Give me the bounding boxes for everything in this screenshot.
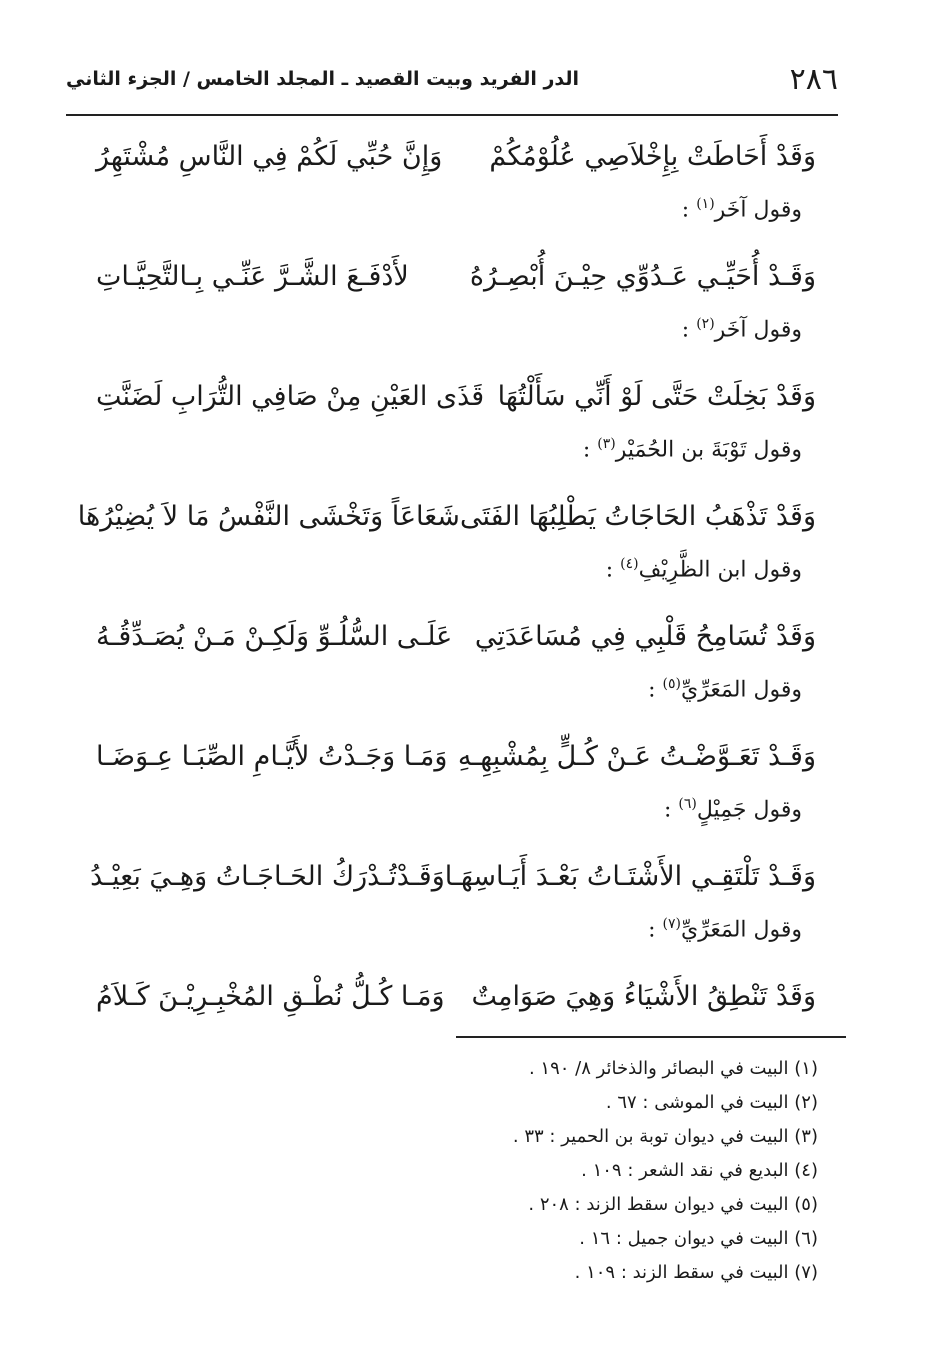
verse-right-hemistich: وَقَدْ أَحَاطَتْ بِإِخْلاَصِي عُلُوْمُكُمْ [489,140,816,172]
verse-right-hemistich: وَقَـدْ أُحَيِّـي عَـدُوِّي حِيْـنَ أُبْصِـرُهُ [469,260,816,292]
verse-left-hemistich: وَإِنَّ حُبِّي لَكُمْ فِي النَّاسِ مُشْتَهِرُ [96,140,443,172]
intro-colon: : [664,797,679,823]
footnotes [438,1052,818,1290]
verse-left-hemistich: وَمَـا وَجَـدْتُ لأَيَّـامِ الصِّبَـا عِـوَضَـا [96,740,448,772]
footnote-ref: (٧) [662,916,681,932]
intro-text: وقول المَعَرِّيِّ [681,917,802,943]
footnote-2: (٢) البيت في الموشى : ٦٧ . [605,1092,818,1113]
footnote-6: (٦) البيت في ديوان جميل : ١٦ . [579,1228,818,1249]
verse-intro-5 [648,676,802,702]
verse-intro-1 [682,196,802,222]
verse-8 [96,966,816,1026]
verse-right-hemistich: وَقَدْ تَذْهَبُ الحَاجَاتُ يَطْلِبُهَا الفَتَى [459,500,816,532]
verse-3 [96,366,816,426]
intro-colon: : [582,437,598,463]
verse-intro-2 [682,316,802,342]
intro-text: وقول آخَر [714,197,802,223]
intro-colon: : [681,197,697,223]
verse-intro-3 [583,436,802,462]
verse-intro-6 [664,796,802,822]
page-header [66,56,838,102]
intro-colon: : [681,317,697,343]
verse-left-hemistich: عَلَـى السُّلُـوِّ وَلَكِـنْ مَـنْ يُصَـدِّقُـهُ [96,620,453,652]
intro-colon: : [648,677,663,703]
intro-text: وقول المَعَرِّيِّ [681,677,802,703]
verse-5 [96,606,816,666]
verse-2 [96,246,816,306]
footnote-rule [456,1036,846,1038]
verse-left-hemistich: وَقَـدْتُـدْرَكُ الحَـاجَـاتُ وَهِـيَ بَعِيْـدُ [90,860,445,892]
footnote-4: (٤) البديع في نقد الشعر : ١٠٩ . [581,1160,818,1181]
running-title: الدر الفريد وبيت القصيد ـ المجلد الخامس / الجزء الثاني [66,68,580,90]
intro-text: وقول آخَر [714,317,802,343]
intro-text: وقول تَوْبَةَ بن الحُمَيْر [615,437,802,463]
verse-right-hemistich: وَقَـدْ تَعَـوَّضْـتُ عَـنْ كُـلٍّ بِمُشْبِهِـهِ [457,740,816,772]
verse-left-hemistich: قَذَى العَيْنِ مِنْ صَافِي التُّرَابِ لَضَنَّتِ [96,380,485,412]
footnote-5: (٥) البيت في ديوان سقط الزند : ٢٠٨ . [528,1194,818,1215]
verse-7 [90,846,816,906]
footnote-ref: (٥) [662,676,681,692]
footnote-ref: (٤) [620,556,639,572]
page-number: ٢٨٦ [789,61,838,97]
verse-1 [96,126,816,186]
verse-right-hemistich: وَقَدْ بَخِلَتْ حَتَّى لَوْ أَنِّي سَأَلْتُهَا [497,380,816,412]
footnote-ref: (١) [696,196,715,212]
verse-left-hemistich: شَعَاعَاً وَتَخْشَى النَّفْسُ مَا لاَ يُضِيْرُهَا [77,500,460,532]
verse-right-hemistich: وَقَدْ تَنْطِقُ الأَشْيَاءُ وَهِيَ صَوَامِتٌ [471,980,816,1012]
verse-left-hemistich: وَمَـا كُـلُّ نُطْـقِ المُخْبِـرِيْـنَ كَـلاَمُ [96,980,445,1012]
footnote-7: (٧) البيت في سقط الزند : ١٠٩ . [574,1262,818,1283]
intro-colon: : [648,917,663,943]
footnote-1: (١) البيت في البصائر والذخائر ٨/ ١٩٠ . [528,1058,818,1079]
verse-left-hemistich: لأَدْفَـعَ الشَّـرَّ عَنِّـي بِـالتَّحِيَّـاتِ [96,260,409,292]
verse-intro-4 [606,556,802,582]
footnote-3: (٣) البيت في ديوان توبة بن الحمير : ٣٣ . [512,1126,818,1147]
header-rule [66,114,838,116]
verse-6 [96,726,816,786]
verse-4 [77,486,816,546]
footnote-ref: (٦) [678,796,697,812]
footnote-ref: (٣) [597,436,616,452]
intro-colon: : [605,557,621,583]
intro-text: وقول جَمِيْلٍ [696,797,802,823]
intro-text: وقول ابن الظَّرِيْفِ [638,557,802,583]
verse-right-hemistich: وَقَـدْ تَلْتَقِـي الأَشْتَـاتُ بَعْـدَ أَيَـاسِهَـا [444,860,816,892]
verse-right-hemistich: وَقَدْ تُسَامِحُ قَلْبِي فِي مُسَاعَدَتِي [474,620,816,652]
footnote-ref: (٢) [696,316,715,332]
verse-intro-7 [648,916,802,942]
